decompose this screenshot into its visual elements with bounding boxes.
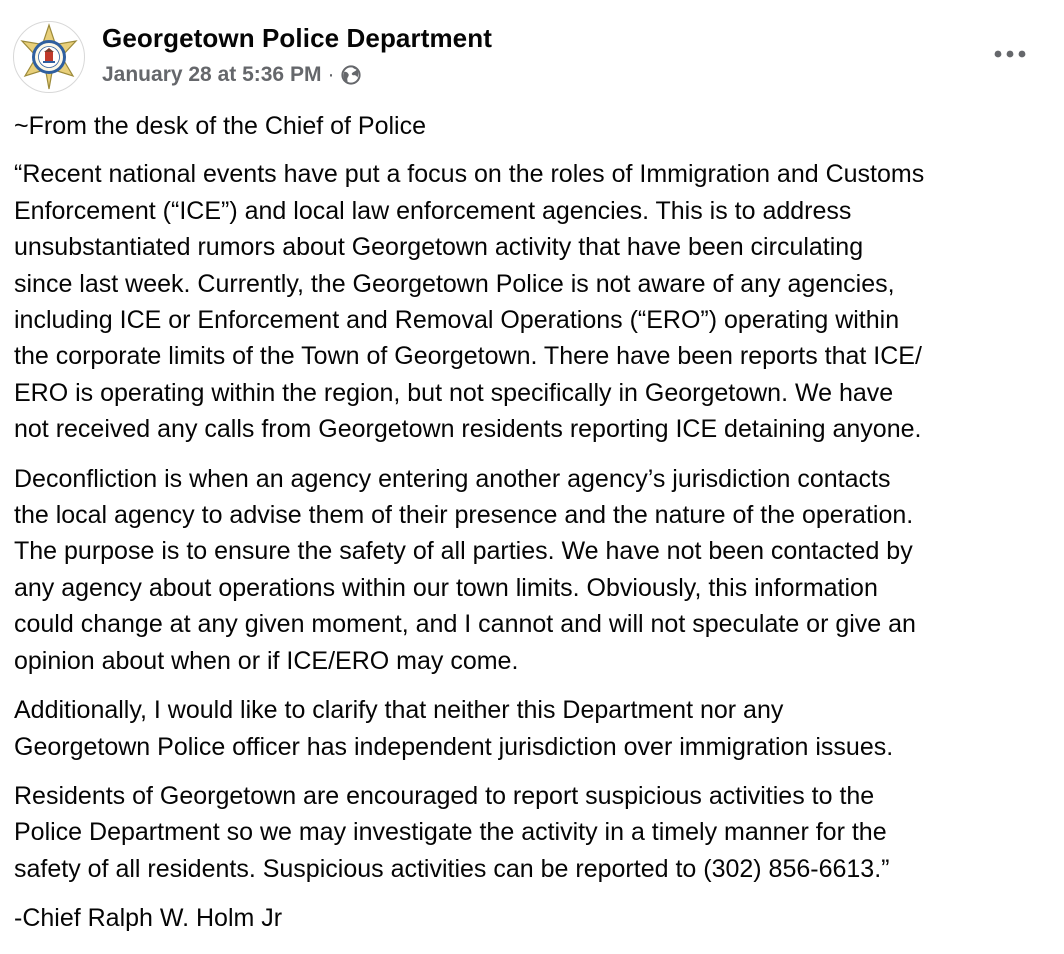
post-timestamp[interactable]: January 28 at 5:36 PM [102, 63, 322, 86]
globe-icon [341, 65, 361, 85]
page-name[interactable]: Georgetown Police Department [102, 23, 492, 53]
police-badge-logo [14, 22, 84, 92]
post-paragraph-jurisdiction: Additionally, I would like to clarify that neither this Department nor any Georgetown Police officer has independent jurisdiction over immigration issues. [14, 696, 894, 761]
post-paragraph-intro: ~From the desk of the Chief of Police [14, 112, 427, 140]
more-horizontal-icon [993, 49, 1027, 59]
meta-separator: · [327, 63, 335, 86]
post-paragraph-statement: “Recent national events have put a focus on the roles of Immigration and Customs Enforcement (“ICE”) and local law enforcement agencies. This is to address unsubstantiated rumors about Georgetown activity that have been circulating since last week. Currently, the Georgetown Police is not aware of any agencies, including ICE or Enforcement and Removal Operations (“ERO”) operating within the corporate limits of the Town of Georgetown. There have been reports that ICE/ ERO is operating within the region, but not specifically in Georgetown. We have not received any calls from Georgetown residents reporting ICE detaining anyone. [14, 160, 925, 444]
more-options-button[interactable] [990, 40, 1030, 68]
post-header [0, 0, 1064, 104]
post-paragraph-deconfliction: Deconfliction is when an agency entering another agency’s jurisdiction contacts the local agency to advise them of their presence and the nature of the operation. The purpose is to ensure the safety of all parties. We have not been contacted by any agency about operations within our town limits. Obviously, this information could change at any given moment, and I cannot and will not speculate or give an opinion about when or if ICE/ERO may come. [14, 464, 916, 675]
post-paragraph-reporting: Residents of Georgetown are encouraged to report suspicious activities to the Police Department so we may investigate the activity in a timely manner for the safety of all residents. Suspicious activities can be reported to (302) 856-6613.” [14, 781, 890, 883]
page-avatar[interactable] [13, 21, 85, 93]
post-signature: -Chief Ralph W. Holm Jr [14, 904, 283, 933]
post-body [14, 108, 1059, 950]
post-meta [102, 62, 361, 88]
